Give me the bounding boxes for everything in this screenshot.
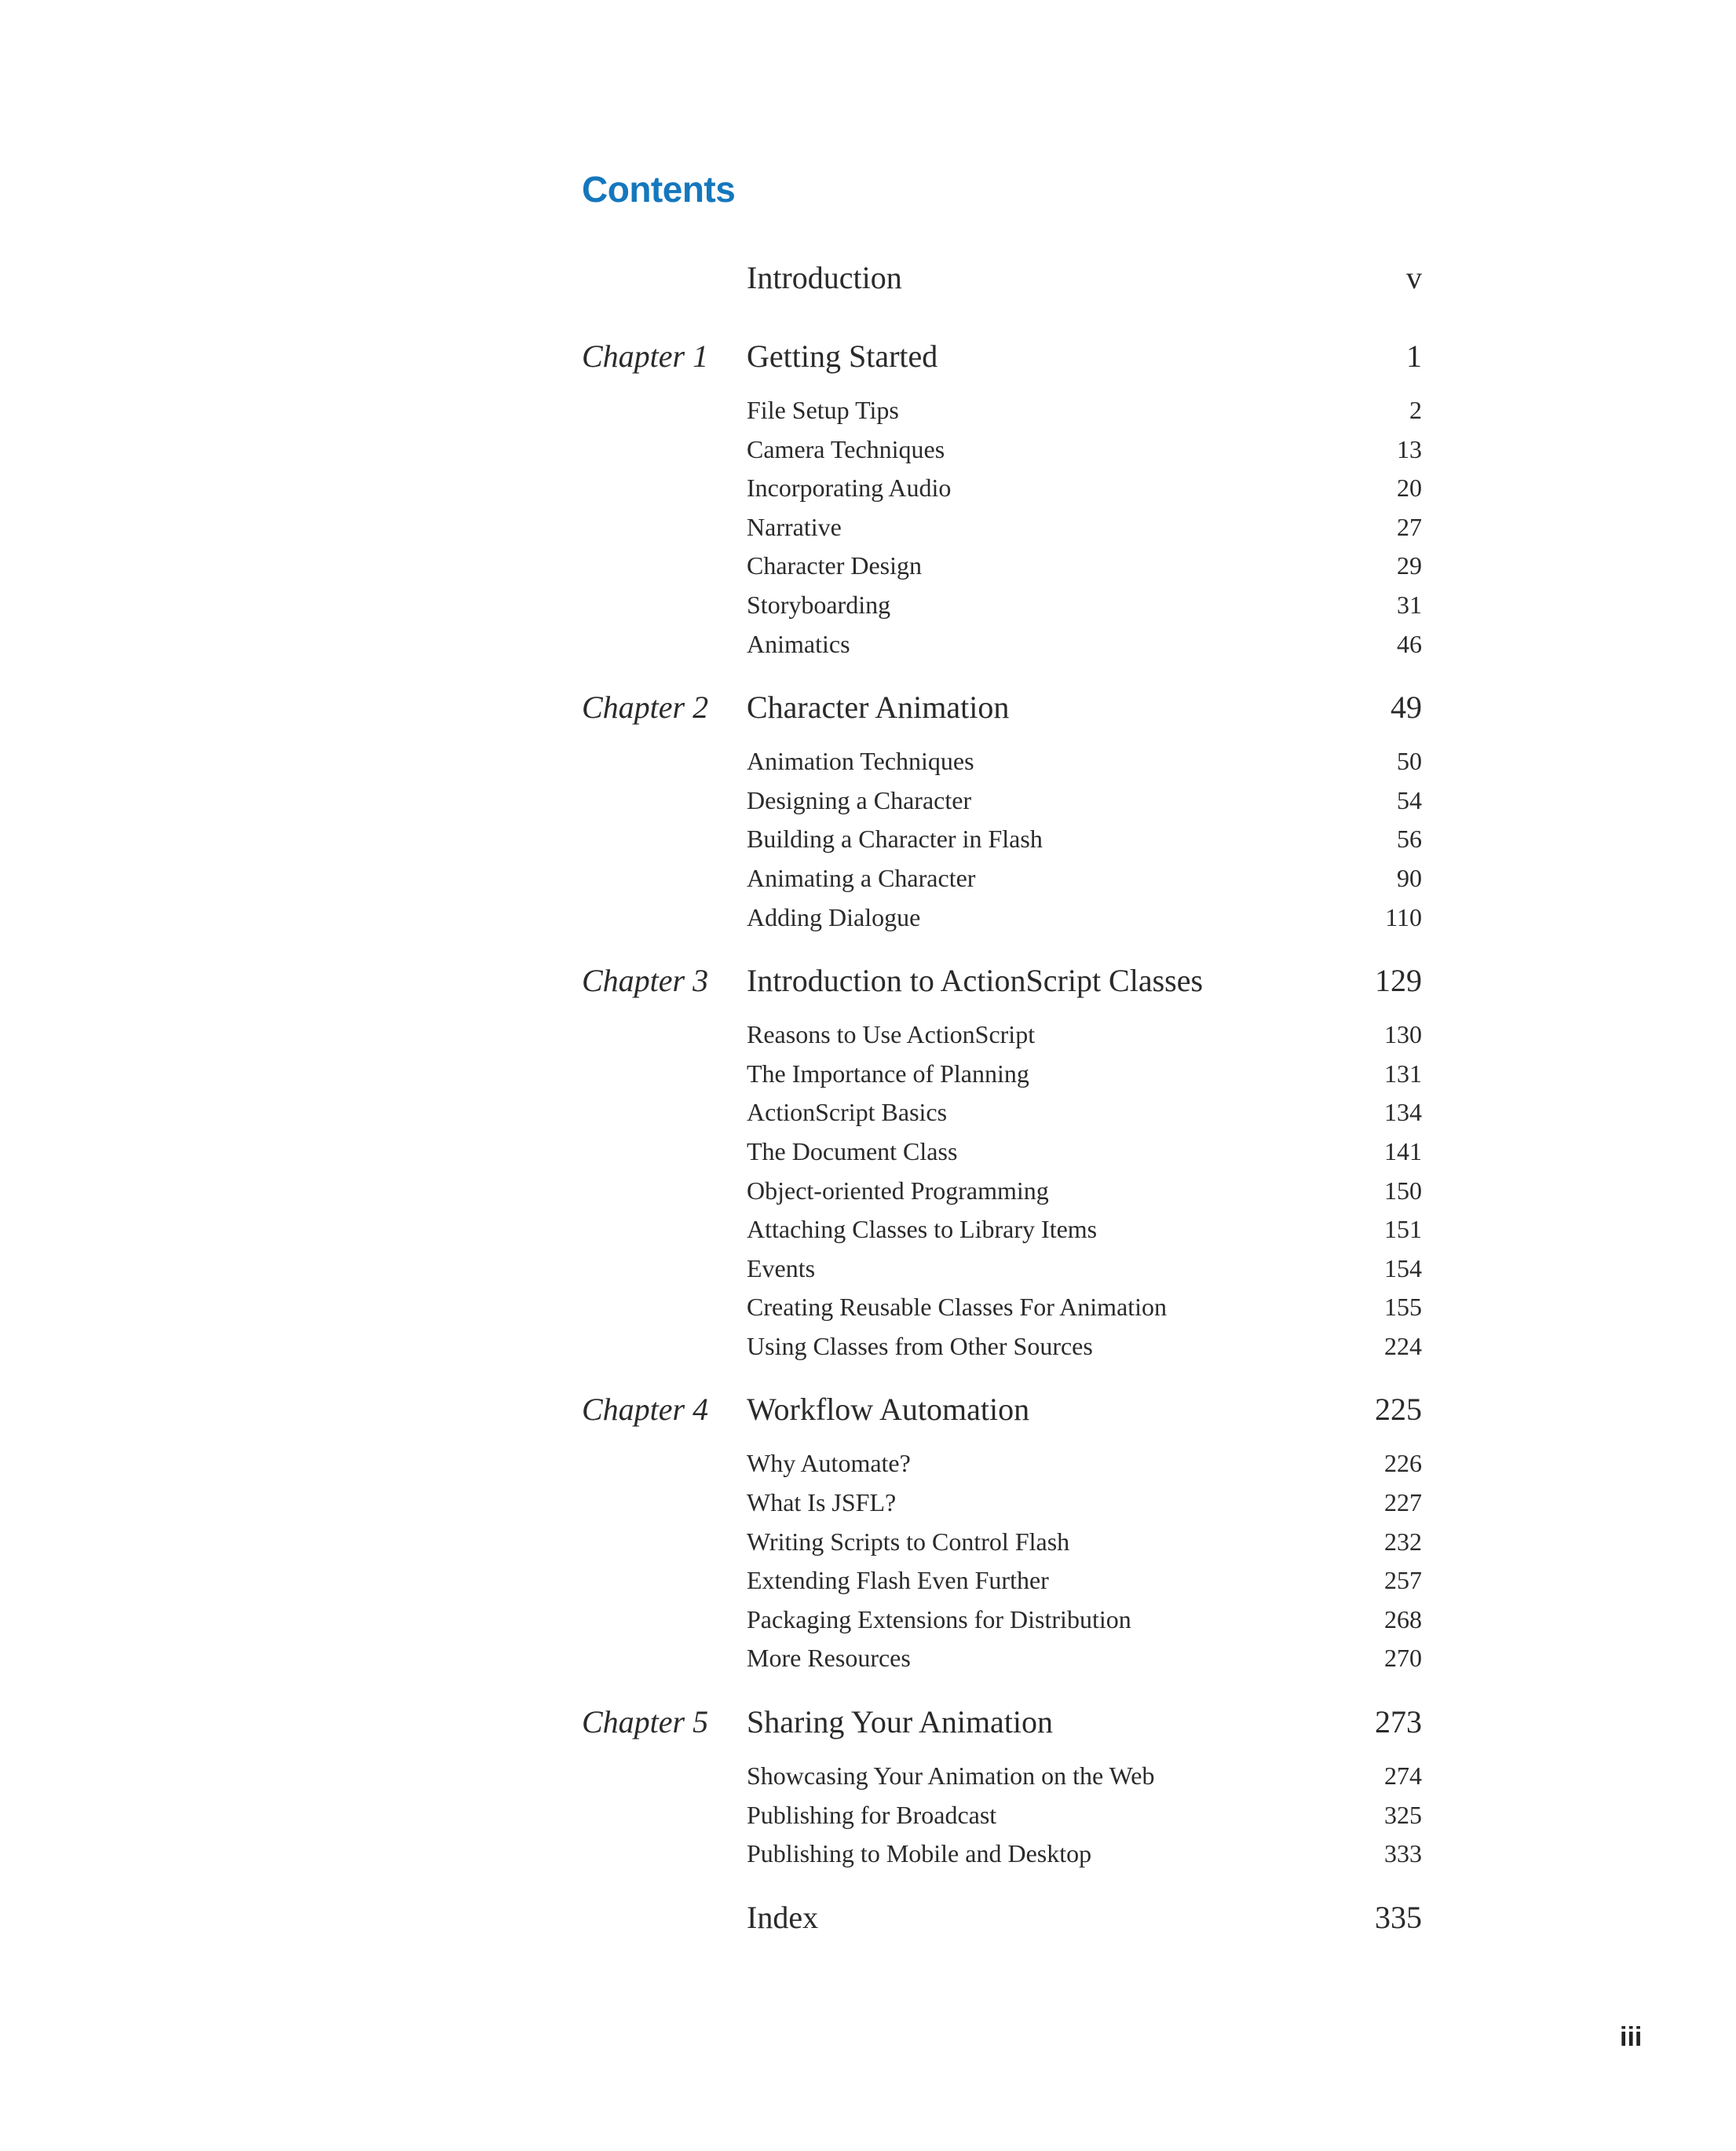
- section-title: Animating a Character: [747, 863, 976, 892]
- toc-section-row: [582, 393, 1422, 432]
- page-ref: 46: [1397, 629, 1422, 658]
- section-title: Building a Character in Flash: [747, 825, 1043, 854]
- page-ref: 154: [1384, 1253, 1422, 1282]
- toc-section-row: [582, 587, 1422, 627]
- section-title: The Importance of Planning: [747, 1059, 1029, 1088]
- section-title: Showcasing Your Animation on the Web: [747, 1761, 1155, 1791]
- page-ref: 49: [1391, 690, 1422, 726]
- page-ref: 325: [1384, 1800, 1422, 1829]
- toc-section-row: [582, 1095, 1422, 1134]
- chapter-title: Introduction: [747, 260, 902, 295]
- chapter-title: Index: [747, 1899, 819, 1935]
- section-title: Attaching Classes to Library Items: [747, 1215, 1098, 1244]
- toc-section-row: [582, 1798, 1422, 1837]
- chapter-label: Chapter 1: [582, 338, 709, 374]
- page-ref: 110: [1385, 902, 1422, 931]
- page-ref: 335: [1375, 1899, 1422, 1935]
- page-ref: 27: [1397, 512, 1422, 541]
- section-title: File Setup Tips: [747, 396, 899, 424]
- section-title: Incorporating Audio: [747, 474, 952, 503]
- section-title: Camera Techniques: [747, 434, 945, 463]
- toc-section-row: [582, 1173, 1422, 1213]
- chapter-label: Chapter 2: [582, 690, 709, 726]
- toc-section-row: [582, 548, 1422, 587]
- page-ref: 225: [1375, 1392, 1422, 1428]
- page-ref: 273: [1375, 1704, 1422, 1740]
- page-ref: 150: [1384, 1176, 1422, 1205]
- toc-section-row: [582, 821, 1422, 861]
- section-title: Reasons to Use ActionScript: [747, 1020, 1036, 1049]
- section-title: Object-oriented Programming: [747, 1176, 1049, 1205]
- page-ref: 130: [1384, 1020, 1422, 1049]
- section-title: Animatics: [747, 629, 850, 658]
- section-title: Animation Techniques: [747, 747, 974, 776]
- page-ref: 54: [1397, 785, 1422, 814]
- section-title: Character Design: [747, 551, 923, 580]
- table-of-contents: [582, 253, 1422, 1954]
- section-title: What Is JSFL?: [747, 1488, 897, 1517]
- page-ref: 129: [1375, 963, 1422, 999]
- section-title: Adding Dialogue: [747, 902, 921, 931]
- page-ref: 270: [1384, 1644, 1422, 1673]
- page-ref: 257: [1384, 1566, 1422, 1595]
- page-ref: 50: [1397, 747, 1422, 776]
- section-title: Creating Reusable Classes For Animation: [747, 1293, 1168, 1322]
- toc-section-row: [582, 861, 1422, 900]
- chapter-title: Getting Started: [747, 338, 938, 374]
- section-title: Why Automate?: [747, 1449, 911, 1478]
- page-ref: 2: [1409, 396, 1422, 424]
- toc-section-row: [582, 1017, 1422, 1056]
- toc-section-row: [582, 1251, 1422, 1290]
- page-ref: v: [1406, 260, 1422, 295]
- toc-section-row: [582, 900, 1422, 939]
- page-ref: 13: [1397, 434, 1422, 463]
- page-ref: 268: [1384, 1604, 1422, 1633]
- page-ref: 224: [1384, 1331, 1422, 1360]
- page-ref: 1: [1406, 338, 1422, 374]
- page-ref: 29: [1397, 551, 1422, 580]
- chapter-title: Character Animation: [747, 690, 1010, 726]
- toc-chapter-row: [582, 956, 1422, 1017]
- toc-section-row: [582, 470, 1422, 510]
- toc-section-row: [582, 1524, 1422, 1564]
- page-ref: 227: [1384, 1488, 1422, 1517]
- page-ref: 155: [1384, 1293, 1422, 1322]
- page-title: Contents: [582, 169, 736, 210]
- section-title: Designing a Character: [747, 785, 972, 814]
- toc-section-row: [582, 1329, 1422, 1368]
- toc-section-row: [582, 510, 1422, 549]
- page-ref: 226: [1384, 1449, 1422, 1478]
- page-ref: 20: [1397, 474, 1422, 503]
- toc-chapter-row: [582, 331, 1422, 393]
- toc-section-row: [582, 783, 1422, 822]
- toc-section-row: [582, 1563, 1422, 1602]
- toc-chapter-row: [582, 1385, 1422, 1446]
- toc-chapter-row: [582, 1697, 1422, 1758]
- toc-chapter-row: [582, 682, 1422, 744]
- section-title: Packaging Extensions for Distribution: [747, 1604, 1131, 1633]
- page-ref: 134: [1384, 1098, 1422, 1127]
- section-title: More Resources: [747, 1644, 911, 1673]
- section-title: Narrative: [747, 512, 842, 541]
- chapter-label: Chapter 5: [582, 1704, 709, 1740]
- page-ref: 232: [1384, 1527, 1422, 1556]
- page-ref: 131: [1384, 1059, 1422, 1088]
- toc-section-row: [582, 432, 1422, 471]
- section-title: Using Classes from Other Sources: [747, 1331, 1093, 1360]
- chapter-title: Workflow Automation: [747, 1392, 1030, 1428]
- section-title: The Document Class: [747, 1136, 958, 1165]
- toc-section-row: [582, 1602, 1422, 1641]
- chapter-label: Chapter 3: [582, 963, 709, 999]
- section-title: Events: [747, 1253, 816, 1282]
- toc-section-row: [582, 1056, 1422, 1096]
- toc-section-row: [582, 1446, 1422, 1485]
- page-ref: 90: [1397, 863, 1422, 892]
- toc-section-row: [582, 1758, 1422, 1798]
- page-ref: 141: [1384, 1136, 1422, 1165]
- section-title: Publishing for Broadcast: [747, 1800, 997, 1829]
- chapter-title: Sharing Your Animation: [747, 1704, 1054, 1740]
- section-title: ActionScript Basics: [747, 1098, 948, 1127]
- page-ref: 151: [1384, 1215, 1422, 1244]
- section-title: Extending Flash Even Further: [747, 1566, 1049, 1595]
- toc-chapter-row: [582, 253, 1422, 314]
- section-title: Publishing to Mobile and Desktop: [747, 1839, 1092, 1868]
- page-ref: 56: [1397, 825, 1422, 854]
- page-ref: 274: [1384, 1761, 1422, 1791]
- section-title: Writing Scripts to Control Flash: [747, 1527, 1070, 1556]
- chapter-label: Chapter 4: [582, 1392, 709, 1428]
- section-title: Storyboarding: [747, 590, 891, 619]
- toc-section-row: [582, 1836, 1422, 1875]
- toc-section-row: [582, 1290, 1422, 1329]
- toc-section-row: [582, 627, 1422, 666]
- toc-section-row: [582, 1641, 1422, 1680]
- toc-section-row: [582, 1134, 1422, 1173]
- chapter-title: Introduction to ActionScript Classes: [747, 963, 1204, 999]
- page-number: iii: [1620, 2022, 1643, 2052]
- page-ref: 333: [1384, 1839, 1422, 1868]
- toc-section-row: [582, 1212, 1422, 1251]
- page-ref: 31: [1397, 590, 1422, 619]
- toc-section-row: [582, 1485, 1422, 1524]
- toc-chapter-row: [582, 1893, 1422, 1954]
- toc-section-row: [582, 744, 1422, 783]
